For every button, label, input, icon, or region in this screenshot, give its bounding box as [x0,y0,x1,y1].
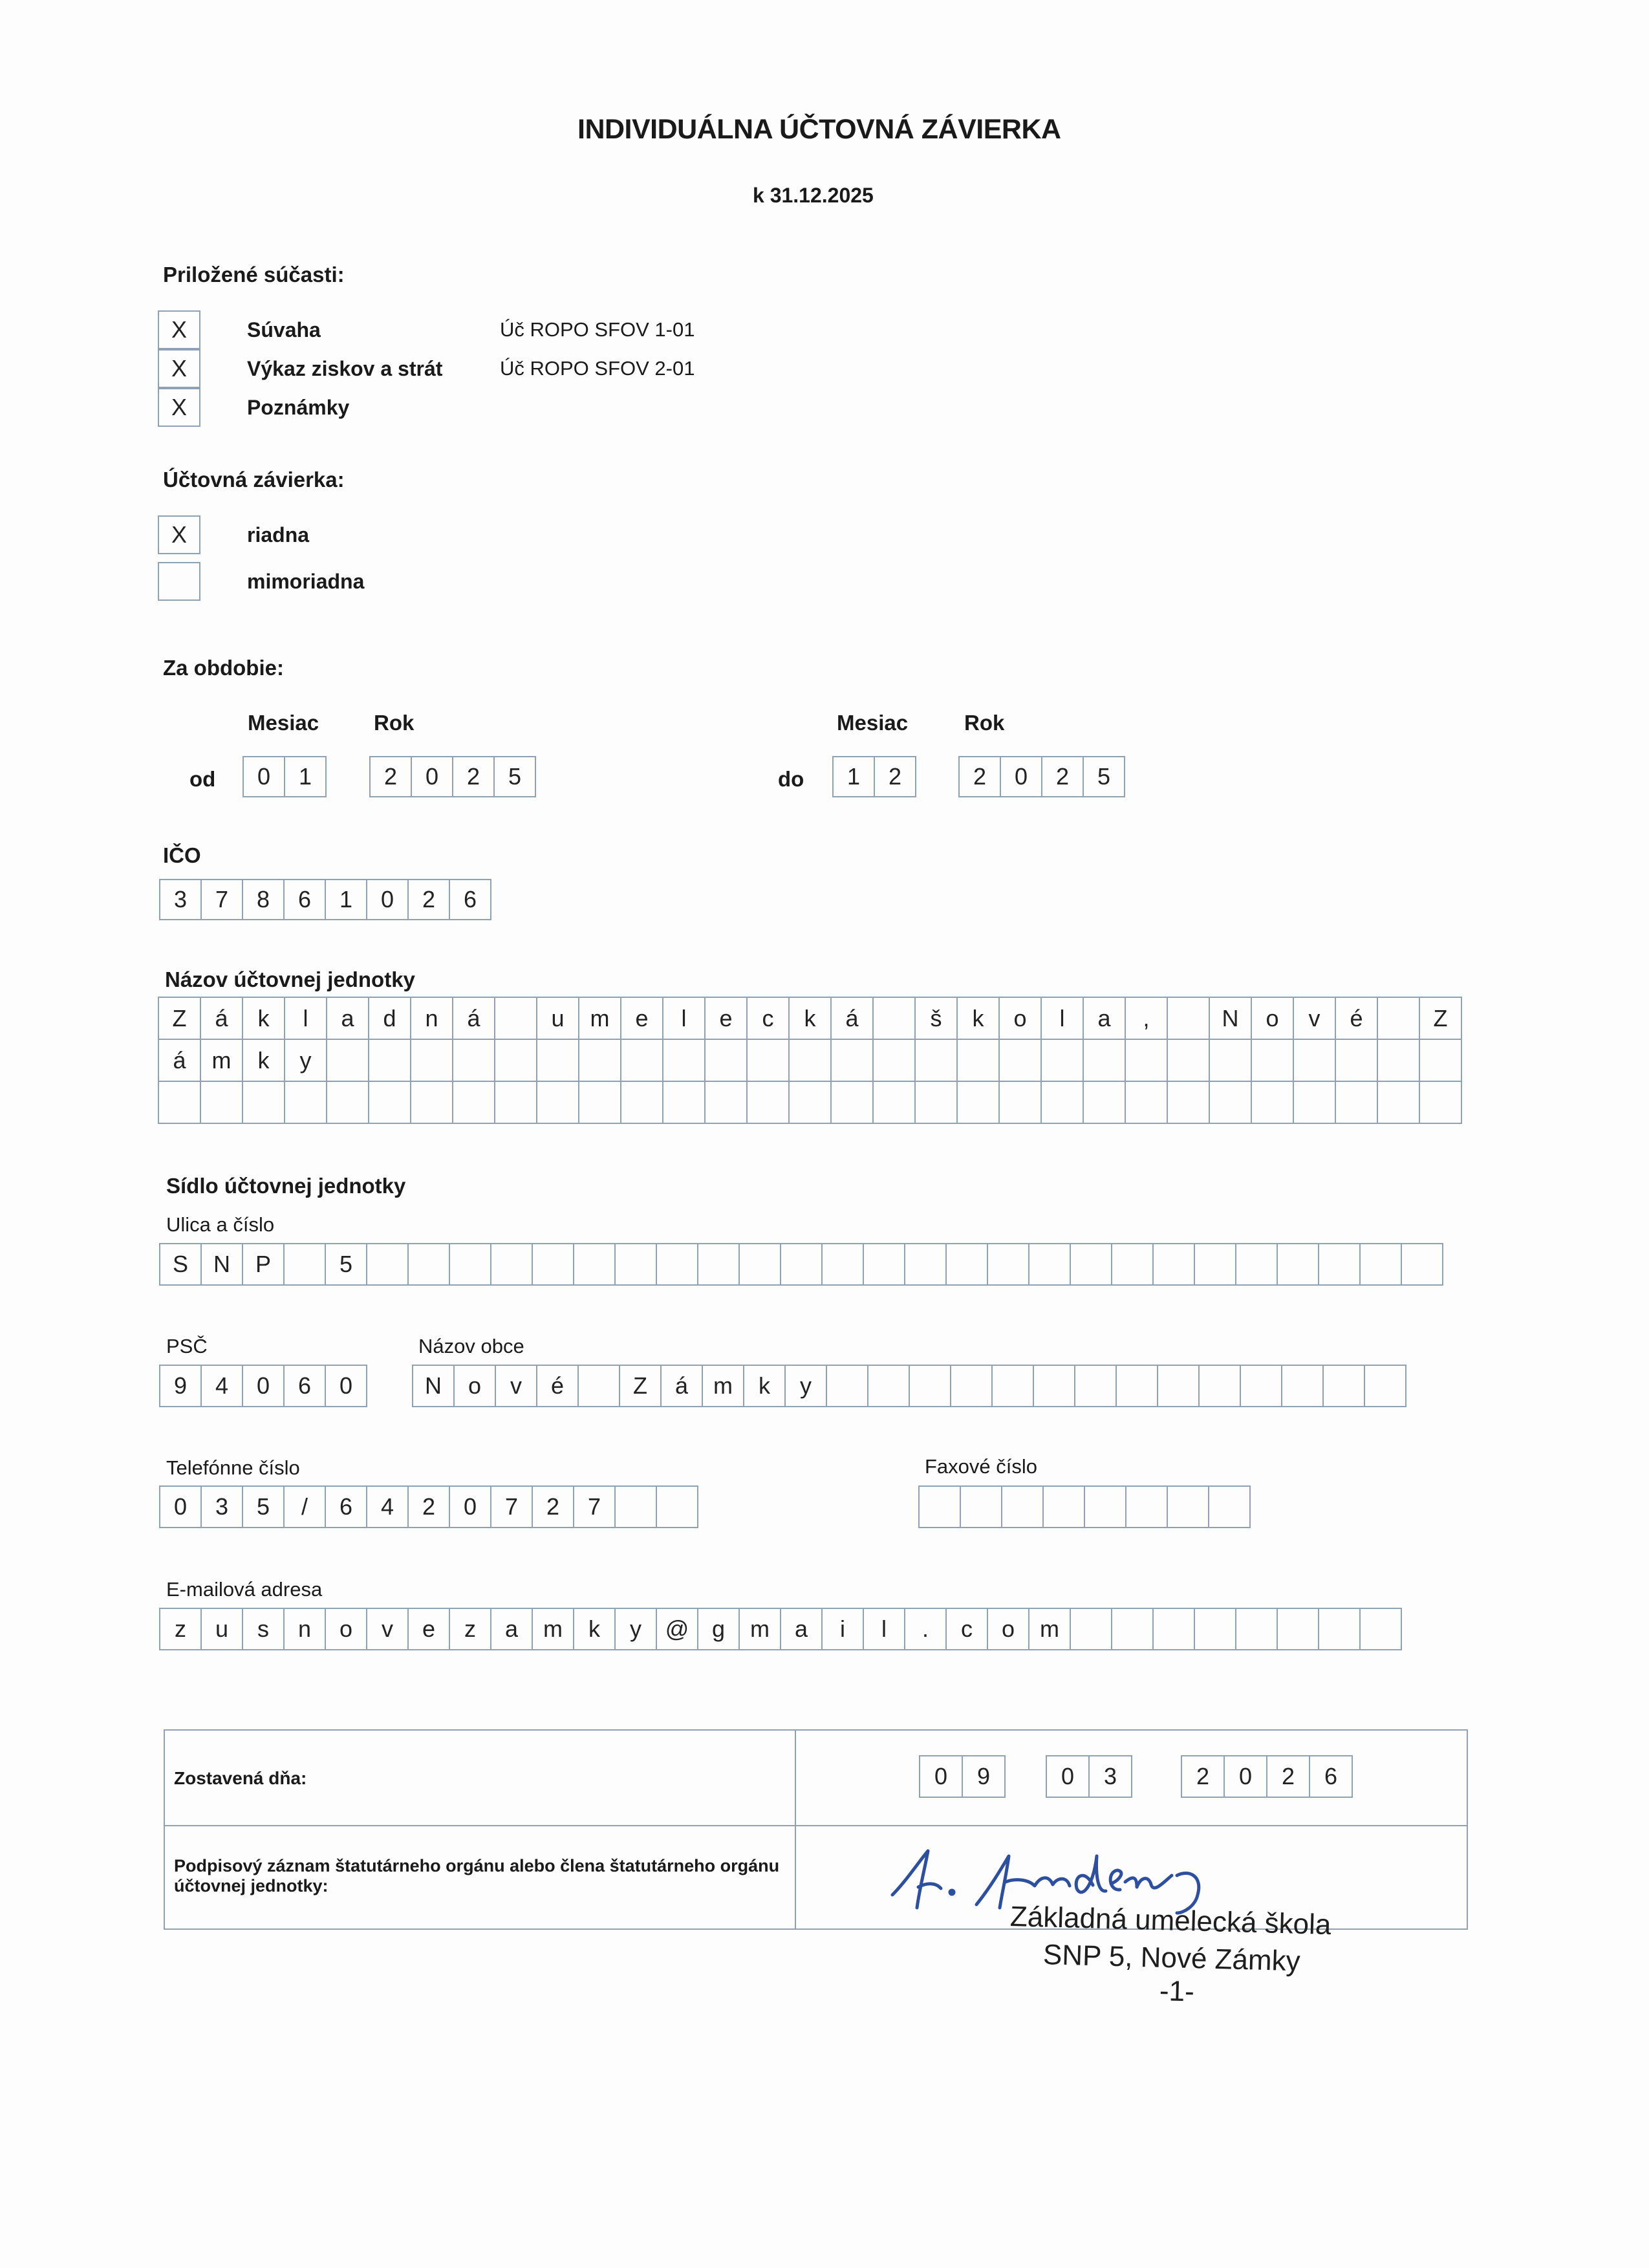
char-box [746,1039,790,1082]
char-box: l [1040,997,1084,1040]
city-label: Názov obce [418,1335,524,1357]
email-boxes [159,1608,1402,1650]
char-box [452,1039,495,1082]
char-box: á [452,997,495,1040]
char-box [998,1039,1042,1082]
char-box [662,1081,706,1124]
email-label: E-mailová adresa [166,1578,323,1601]
char-box [1152,1243,1195,1286]
char-box [1167,1039,1210,1082]
entity-name-label: Názov účtovnej jednotky [165,967,415,991]
char-box: o [453,1365,496,1407]
char-box [410,1039,453,1082]
char-box [1083,1039,1126,1082]
char-box [200,1081,243,1124]
to-month-boxes [832,756,916,797]
char-box [918,1485,961,1528]
char-box: 2 [407,1485,450,1528]
char-box [158,1081,201,1124]
char-box: e [704,997,748,1040]
char-box [1364,1365,1406,1407]
char-box [1111,1243,1154,1286]
from-year-boxes [369,756,536,797]
char-box [826,1365,868,1407]
char-box: g [697,1608,740,1650]
checkbox[interactable]: X [158,515,200,554]
char-box: a [490,1608,533,1650]
char-box [821,1243,864,1286]
char-box: á [830,997,874,1040]
char-box [1209,1039,1252,1082]
char-box: o [325,1608,367,1650]
char-box: k [242,997,285,1040]
to-month-label: Mesiac [837,711,909,735]
char-box [1167,997,1210,1040]
char-box: 0 [242,756,285,797]
compiled-label: Zostavená dňa: [174,1768,307,1788]
char-box: y [614,1608,657,1650]
char-box [945,1243,988,1286]
compiled-month-boxes [1046,1755,1132,1798]
char-box [1322,1365,1365,1407]
char-box [904,1243,947,1286]
char-box: z [159,1608,202,1650]
char-box: 2 [532,1485,574,1528]
char-box: , [1125,997,1168,1040]
char-box: k [956,997,1000,1040]
char-box [1040,1081,1084,1124]
char-box: @ [656,1608,698,1650]
psc-boxes [159,1365,367,1407]
char-box [1083,1081,1126,1124]
char-box: 6 [283,1365,326,1407]
char-box: 6 [325,1485,367,1528]
char-box: 9 [159,1365,202,1407]
char-box: 5 [493,756,536,797]
form-code: Úč ROPO SFOV 2-01 [500,357,695,380]
char-box: 7 [573,1485,616,1528]
char-box [1040,1039,1084,1082]
city-boxes [412,1365,1406,1407]
char-box [909,1365,951,1407]
char-box [494,1081,537,1124]
fax-boxes [918,1485,1251,1528]
char-box [1251,1039,1294,1082]
char-box [1377,997,1420,1040]
char-box [494,997,537,1040]
char-box [788,1039,832,1082]
char-box [1359,1608,1402,1650]
char-box [1277,1608,1319,1650]
char-box: š [914,997,958,1040]
char-box [490,1243,533,1286]
to-label: do [778,767,804,791]
char-box [410,1081,453,1124]
char-box [1419,1039,1462,1082]
char-box [242,1081,285,1124]
char-box [914,1081,958,1124]
char-box: 0 [1046,1755,1090,1798]
char-box: 7 [200,879,243,920]
char-box [1377,1039,1420,1082]
char-box [366,1243,409,1286]
char-box: u [536,997,579,1040]
compiled-year-boxes [1181,1755,1353,1798]
char-box [449,1243,491,1286]
char-box [830,1081,874,1124]
char-box: 1 [325,879,367,920]
char-box [987,1243,1029,1286]
char-box [1240,1365,1282,1407]
char-box [872,1081,916,1124]
char-box: 7 [490,1485,533,1528]
char-box: k [573,1608,616,1650]
char-box: o [1251,997,1294,1040]
char-box: 5 [325,1243,367,1286]
phone-boxes [159,1485,698,1528]
checkbox[interactable] [158,562,200,601]
char-box: 0 [242,1365,285,1407]
char-box [1111,1608,1154,1650]
char-box: y [784,1365,827,1407]
char-box: y [284,1039,327,1082]
char-box [326,1081,369,1124]
checkbox-label: Súvaha [247,318,321,341]
char-box: i [821,1608,864,1650]
street-boxes [159,1243,1443,1286]
char-box: k [788,997,832,1040]
char-box [1157,1365,1200,1407]
char-box [614,1485,657,1528]
char-box [284,1081,327,1124]
char-box: d [368,997,411,1040]
char-box [950,1365,993,1407]
checkbox-label: riadna [247,523,310,546]
char-box: a [1083,997,1126,1040]
char-box [1209,1081,1252,1124]
char-box [991,1365,1034,1407]
char-box [368,1039,411,1082]
char-box: á [158,1039,201,1082]
char-box: 5 [242,1485,285,1528]
from-label: od [189,767,216,791]
char-box: é [536,1365,579,1407]
char-box [1293,1039,1336,1082]
char-box: n [283,1608,326,1650]
char-box: e [620,997,663,1040]
char-box [863,1243,905,1286]
char-box [738,1243,781,1286]
char-box: 3 [159,879,202,920]
char-box [1125,1039,1168,1082]
char-box [697,1243,740,1286]
address-heading: Sídlo účtovnej jednotky [166,1174,406,1198]
char-box: Z [158,997,201,1040]
char-box: Z [1419,997,1462,1040]
char-box [1070,1608,1112,1650]
char-box: 0 [1223,1755,1267,1798]
phone-label: Telefónne číslo [166,1456,300,1479]
from-year-label: Rok [374,711,415,735]
char-box [1084,1485,1126,1528]
char-box [1293,1081,1336,1124]
checkbox-label: Výkaz ziskov a strát [247,357,443,380]
char-box [368,1081,411,1124]
char-box: m [702,1365,744,1407]
char-box [620,1039,663,1082]
char-box: m [578,997,621,1040]
char-box: Z [619,1365,662,1407]
checkbox[interactable]: X [158,349,200,388]
char-box [788,1081,832,1124]
char-box: é [1335,997,1378,1040]
char-box: 2 [1041,756,1084,797]
char-box [998,1081,1042,1124]
char-box [614,1243,657,1286]
char-box: 1 [832,756,875,797]
char-box: 0 [449,1485,491,1528]
char-box [578,1039,621,1082]
char-box: 8 [242,879,285,920]
street-label: Ulica a číslo [166,1213,275,1236]
char-box: 5 [1083,756,1125,797]
char-box [704,1081,748,1124]
ico-label: IČO [163,843,201,867]
char-box [1251,1081,1294,1124]
char-box [536,1081,579,1124]
char-box: c [945,1608,988,1650]
char-box [960,1485,1002,1528]
char-box: N [1209,997,1252,1040]
char-box [1028,1243,1071,1286]
char-box: 9 [962,1755,1006,1798]
char-box: m [1028,1608,1071,1650]
char-box [1208,1485,1251,1528]
char-box [577,1365,620,1407]
char-box: 6 [283,879,326,920]
char-box: 2 [1266,1755,1310,1798]
char-box [1167,1485,1209,1528]
char-box [326,1039,369,1082]
char-box: a [326,997,369,1040]
char-box: N [200,1243,243,1286]
char-box: l [284,997,327,1040]
attachments-heading: Priložené súčasti: [163,263,345,286]
char-box [1401,1243,1443,1286]
period-heading: Za obdobie: [163,656,284,680]
checkbox-label: Poznámky [247,396,350,419]
char-box: a [780,1608,823,1650]
char-box [1001,1485,1044,1528]
char-box [1116,1365,1158,1407]
table-divider-vertical [795,1731,796,1928]
char-box [1318,1608,1361,1650]
psc-label: PSČ [166,1335,208,1357]
char-box [780,1243,823,1286]
char-box: 6 [449,879,491,920]
char-box [1359,1243,1402,1286]
char-box: e [407,1608,450,1650]
char-box [494,1039,537,1082]
char-box [872,1039,916,1082]
char-box [1281,1365,1324,1407]
entity-name-grid [159,998,1462,1124]
char-box: s [242,1608,285,1650]
stamp-line-2: SNP 5, Nové Zámky [1042,1939,1301,1978]
char-box: 2 [369,756,412,797]
char-box: 4 [366,1485,409,1528]
char-box: 0 [325,1365,367,1407]
char-box [872,997,916,1040]
char-box: l [662,997,706,1040]
char-box [914,1039,958,1082]
char-box: k [242,1039,285,1082]
char-box [956,1081,1000,1124]
char-box [1125,1485,1168,1528]
char-box: o [998,997,1042,1040]
char-box: . [904,1608,947,1650]
char-box [656,1485,698,1528]
checkbox[interactable]: X [158,388,200,427]
char-box [746,1081,790,1124]
char-box [1335,1081,1378,1124]
char-box [1167,1081,1210,1124]
char-box: o [987,1608,1029,1650]
char-box [1194,1608,1236,1650]
char-box [1318,1243,1361,1286]
char-box: 2 [874,756,916,797]
char-box: 0 [366,879,409,920]
char-box: n [410,997,453,1040]
char-box [532,1243,574,1286]
char-box [1377,1081,1420,1124]
char-box: 0 [919,1755,963,1798]
char-box [1277,1243,1319,1286]
char-box: á [200,997,243,1040]
char-box [1074,1365,1117,1407]
char-box [536,1039,579,1082]
char-box [452,1081,495,1124]
char-box: u [200,1608,243,1650]
char-box: m [738,1608,781,1650]
checkbox-label: mimoriadna [247,570,365,593]
char-box [1125,1081,1168,1124]
char-box: P [242,1243,285,1286]
char-box: 0 [159,1485,202,1528]
char-box [867,1365,910,1407]
char-box [1033,1365,1075,1407]
char-box: 3 [1088,1755,1132,1798]
char-box: v [495,1365,537,1407]
char-box [1235,1608,1278,1650]
char-box [620,1081,663,1124]
ico-boxes [159,879,491,920]
char-box [1042,1485,1085,1528]
char-box [573,1243,616,1286]
char-box: 3 [200,1485,243,1528]
char-box: z [449,1608,491,1650]
char-box [704,1039,748,1082]
char-box [1198,1365,1241,1407]
char-box [1419,1081,1462,1124]
stamp-line-1: Základná umelecká škola [1009,1901,1331,1941]
char-box [407,1243,450,1286]
char-box [1194,1243,1236,1286]
char-box [830,1039,874,1082]
from-month-label: Mesiac [248,711,319,735]
char-box: k [743,1365,786,1407]
checkbox[interactable]: X [158,310,200,349]
char-box: m [532,1608,574,1650]
table-divider-horizontal [165,1825,1467,1826]
char-box: 4 [200,1365,243,1407]
char-box: 2 [407,879,450,920]
statement-type-heading: Účtovná závierka: [163,468,345,491]
signature-label: Podpisový záznam štatutárneho orgánu alebo člena štatutárneho orgánu účtovnej jednotky: [174,1856,780,1895]
char-box: 6 [1309,1755,1353,1798]
char-box: l [863,1608,905,1650]
char-box: 2 [1181,1755,1225,1798]
page-number: -1- [1159,1975,1195,2008]
to-year-boxes [958,756,1125,797]
compiled-day-boxes [919,1755,1006,1798]
char-box [956,1039,1000,1082]
char-box [662,1039,706,1082]
char-box [283,1243,326,1286]
char-box: 1 [284,756,327,797]
char-box [1152,1608,1195,1650]
char-box: 2 [452,756,495,797]
char-box: v [366,1608,409,1650]
char-box: S [159,1243,202,1286]
char-box: / [283,1485,326,1528]
char-box: á [660,1365,703,1407]
char-box [578,1081,621,1124]
char-box: c [746,997,790,1040]
char-box: m [200,1039,243,1082]
char-box [1235,1243,1278,1286]
from-month-boxes [242,756,327,797]
to-year-label: Rok [964,711,1005,735]
fax-label: Faxové číslo [925,1455,1038,1478]
form-code: Úč ROPO SFOV 1-01 [500,318,695,341]
char-box: N [412,1365,455,1407]
char-box [1070,1243,1112,1286]
char-box [656,1243,698,1286]
char-box: 0 [411,756,453,797]
document-title: INDIVIDUÁLNA ÚČTOVNÁ ZÁVIERKA [577,114,1061,145]
char-box [1335,1039,1378,1082]
char-box: 0 [1000,756,1042,797]
char-box: v [1293,997,1336,1040]
as-of-date: k 31.12.2025 [753,184,874,207]
char-box: 2 [958,756,1001,797]
